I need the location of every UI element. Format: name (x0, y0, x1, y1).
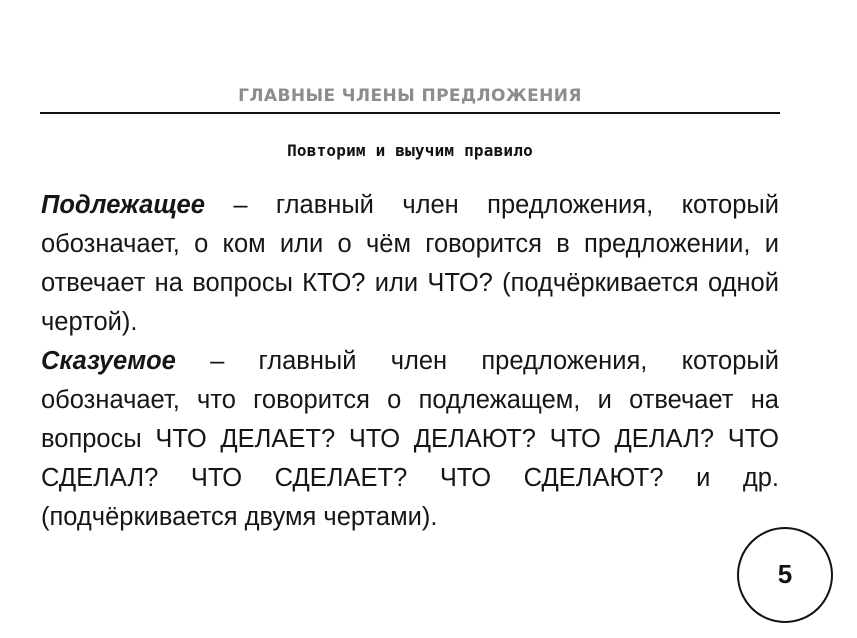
header-divider (40, 112, 780, 114)
rule-text-predicate: – главный член предложения, который обозначает, что говорится о подлежащем, и отвечает на вопросы ЧТО ДЕЛАЕТ? ЧТО ДЕЛАЮТ? ЧТО ДЕЛАЛ? ЧТО СДЕЛАЛ? ЧТО СДЕЛАЕТ? ЧТО СДЕЛАЮТ? и др. (подчёркивается двумя чертами). (41, 347, 779, 531)
term-predicate: Сказуемое (41, 347, 176, 375)
term-subject: Подлежащее (41, 191, 205, 219)
section-title: ГЛАВНЫЕ ЧЛЕНЫ ПРЕДЛОЖЕНИЯ (238, 86, 582, 106)
rule-paragraph-predicate (41, 342, 779, 537)
rule-paragraph-subject (41, 186, 779, 342)
page-number-badge (737, 527, 833, 623)
rule-text-subject: – главный член предложения, который обозначает, о ком или о чём говорится в предложении, и отвечает на вопросы КТО? или ЧТО? (подчёркивается одной чертой). (41, 191, 779, 336)
rule-subtitle: Повторим и выучим правило (287, 141, 533, 160)
page-number: 5 (777, 559, 793, 589)
rules-body (41, 186, 779, 537)
